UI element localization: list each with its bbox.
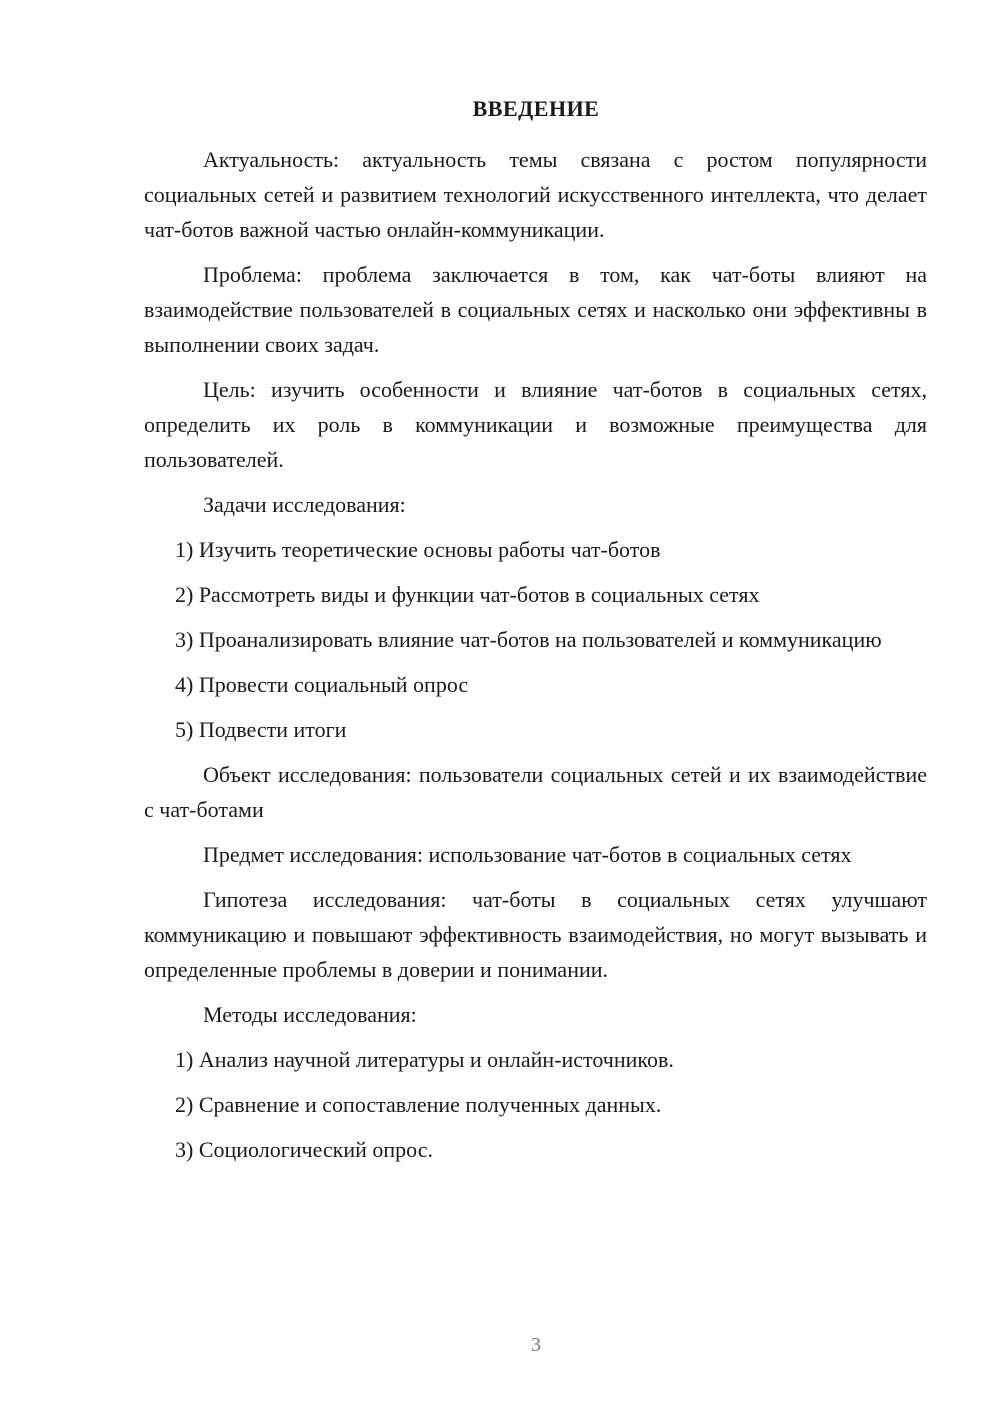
list-item-task-4: 4) Провести социальный опрос <box>175 672 469 697</box>
paragraph-subject: Предмет исследования: использование чат-ботов в социальных сетях <box>203 842 852 867</box>
tasks-heading: Задачи исследования: <box>203 492 406 517</box>
paragraph-goal: Цель: изучить особенности и влияние чат-ботов в социальных сетях, определить их роль в коммуникации и возможные преимущества для пользователей. <box>144 377 927 472</box>
paragraph-relevance: Актуальность: актуальность темы связана с ростом популярности социальных сетей и развитием технологий искусственного интеллекта, что делает чат-ботов важной частью онлайн-коммуникации. <box>144 147 927 242</box>
page-title: ВВЕДЕНИЕ <box>472 96 600 121</box>
paragraph-object: Объект исследования: пользователи социальных сетей и их взаимодействие с чат-ботами <box>144 762 927 822</box>
list-item-task-2: 2) Рассмотреть виды и функции чат-ботов в социальных сетях <box>175 582 760 607</box>
methods-heading: Методы исследования: <box>203 1002 417 1027</box>
page-number: 3 <box>531 1334 541 1356</box>
paragraph-problem: Проблема: проблема заключается в том, как чат-боты влияют на взаимодействие пользователей в социальных сетях и насколько они эффективны в выполнении своих задач. <box>144 262 927 357</box>
document-body <box>144 142 927 1177</box>
list-item-method-3: 3) Социологический опрос. <box>175 1137 433 1162</box>
list-item-task-1: 1) Изучить теоретические основы работы чат-ботов <box>175 537 661 562</box>
list-item-method-2: 2) Сравнение и сопоставление полученных данных. <box>175 1092 662 1117</box>
list-item-task-5: 5) Подвести итоги <box>175 717 347 742</box>
list-item-task-3: 3) Проанализировать влияние чат-ботов на пользователей и коммуникацию <box>175 627 882 652</box>
list-item-method-1: 1) Анализ научной литературы и онлайн-источников. <box>175 1047 674 1072</box>
paragraph-hypothesis: Гипотеза исследования: чат-боты в социальных сетях улучшают коммуникацию и повышают эффективность взаимодействия, но могут вызывать и определенные проблемы в доверии и понимании. <box>144 887 927 982</box>
